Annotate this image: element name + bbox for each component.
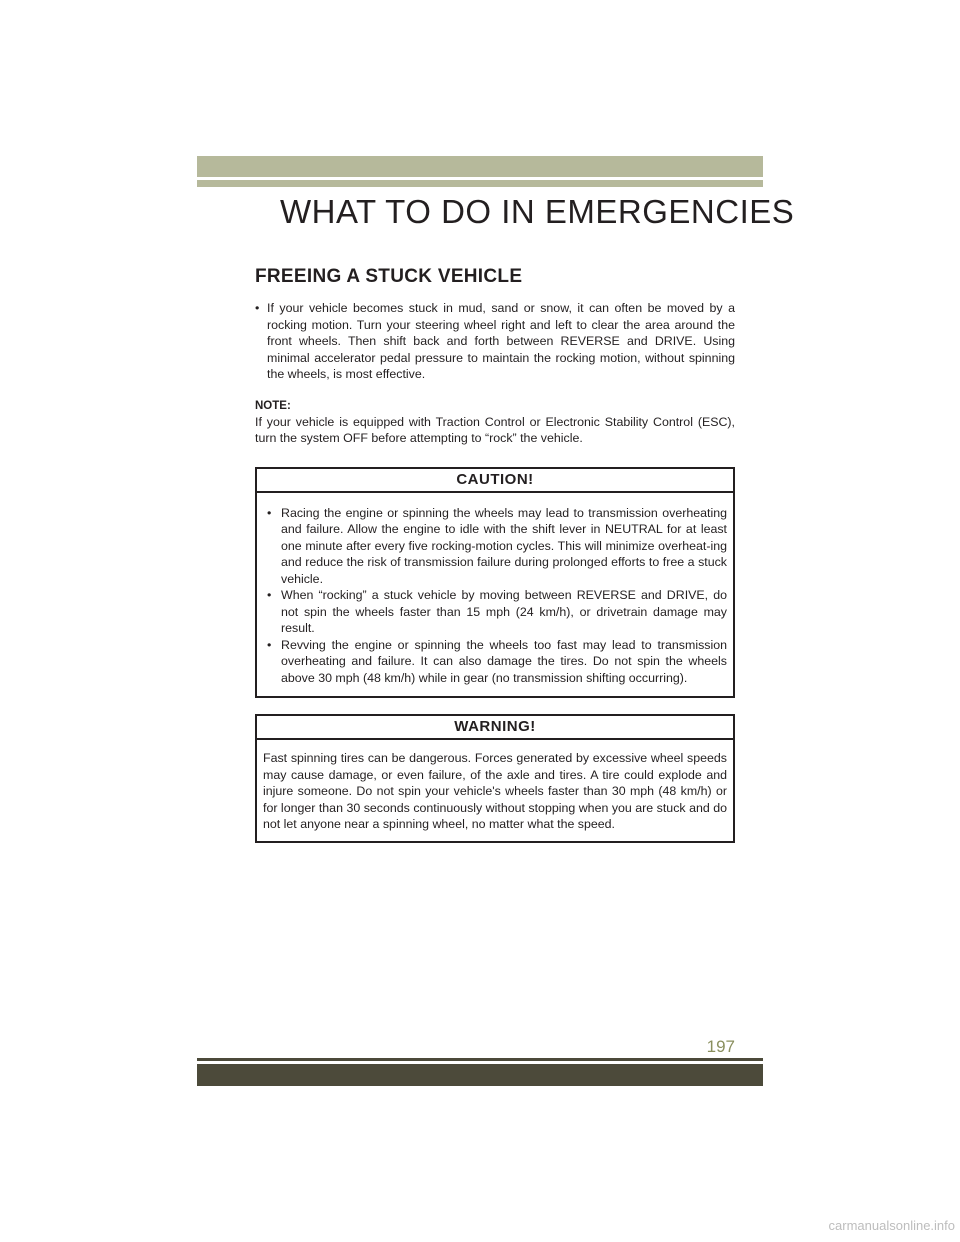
section-title: WHAT TO DO IN EMERGENCIES — [280, 193, 795, 230]
warning-text: Fast spinning tires can be dangerous. Forces generated by excessive wheel speeds may cause damage, or even failure, of the axle and tires. A tire could explode and injure someone. Do not spin your vehicle's wheels faster than 30 mph (48 km/h) or for longer than 30 seconds continuously without stopping when you are stuck and do not let anyone near a spinning wheel, no matter what the speed. — [263, 751, 727, 831]
intro-bullet: • If your vehicle becomes stuck in mud, sand or snow, it can often be moved by a rocking motion. Turn your steering wheel right and left to clear the area around the front wheels. Then shift back and forth between REVERSE and DRIVE. Using minimal accelerator pedal pressure to maintain the rocking motion, without spinning the wheels, is most effective. — [255, 300, 735, 383]
caution-body — [257, 493, 733, 697]
note-label: NOTE: — [255, 399, 291, 412]
warning-title: WARNING! — [257, 716, 733, 740]
caution-item: • Revving the engine or spinning the wheels too fast may lead to transmission overheating and failure. It can also damage the tires. Do not spin the wheels above 30 mph (48 km/h) while in gear (no transmission shifting occurring). — [263, 637, 727, 687]
caution-box — [255, 467, 735, 699]
header-band-rule — [197, 180, 763, 187]
caution-list — [263, 505, 727, 687]
note-text: If your vehicle is equipped with Traction Control or Electronic Stability Control (ESC), turn the system OFF before attempting to “rock” the vehicle. — [255, 414, 735, 445]
caution-item: • Racing the engine or spinning the wheels may lead to transmission overheating and failure. Allow the engine to idle with the shift lever in NEUTRAL for at least one minute after every five rocking-motion cycles. This will minimize overheat-ing and reduce the risk of transmission failure during prolonged efforts to free a stuck vehicle. — [263, 505, 727, 588]
page-number: 197 — [706, 1037, 735, 1056]
footer-band-rule — [197, 1058, 763, 1061]
warning-box — [255, 714, 735, 843]
footer-band — [197, 1064, 763, 1086]
header-band — [197, 156, 763, 177]
page-heading: FREEING A STUCK VEHICLE — [255, 266, 523, 287]
page-content — [255, 266, 735, 843]
watermark: carmanualsonline.info — [828, 1218, 955, 1233]
caution-title: CAUTION! — [257, 469, 733, 493]
warning-body — [257, 740, 733, 841]
intro-bullet-list — [255, 300, 735, 383]
caution-item: • When “rocking” a stuck vehicle by moving between REVERSE and DRIVE, do not spin the wheels faster than 15 mph (24 km/h), or drivetrain damage may result. — [263, 587, 727, 637]
